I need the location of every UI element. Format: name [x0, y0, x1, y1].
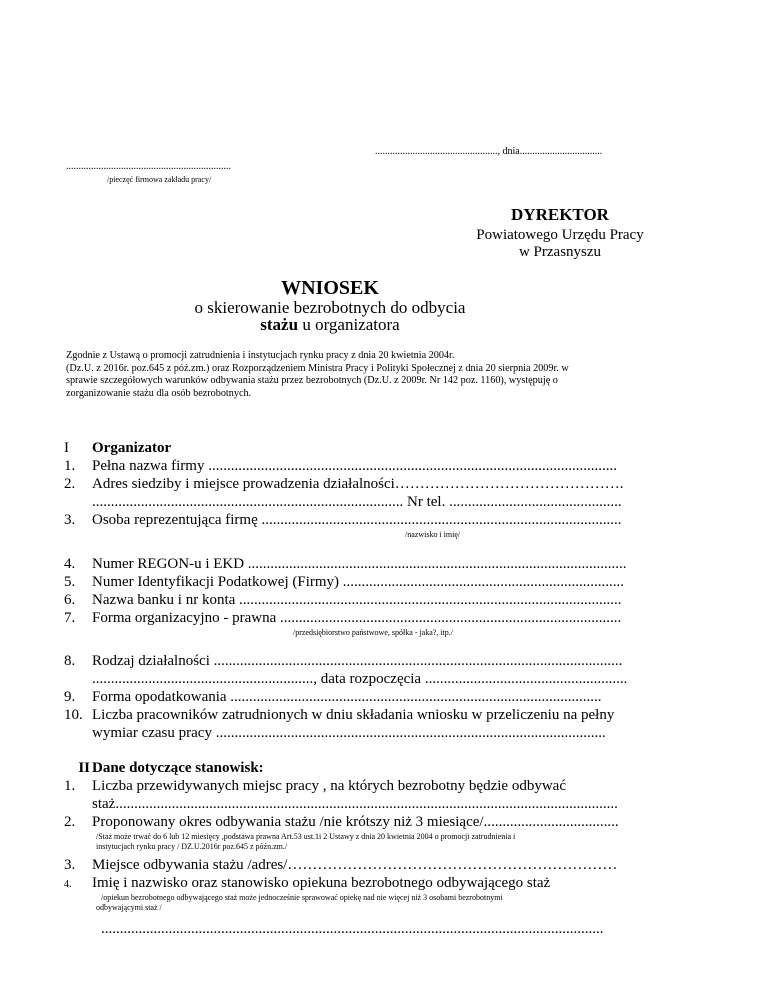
s2-item-1 — [64, 778, 566, 795]
s2-item-4 — [64, 875, 550, 892]
intro-line2: (Dz.U. z 2016r. poz.645 z póź.zm.) oraz Rozporządzeniem Ministra Pracy i Polityki Społecznej z dnia 20 sierpnia 2009r. w — [66, 362, 569, 374]
s1-item-9 — [64, 689, 602, 706]
s1-item-6 — [64, 592, 622, 609]
item-text: ..........................................................., data rozpoczęcia ...................................................... — [92, 671, 628, 687]
intro-line3: sprawie szczegółowych warunków odbywania stażu przez bezrobotnych (Dz.U. z 2009r. Nr 142 poz. 1160), występuję o — [66, 375, 558, 387]
item-number: 4. — [64, 556, 76, 572]
item-number: 1. — [64, 778, 76, 794]
item-text: Forma opodatkowania ................................................................................................... — [92, 689, 602, 705]
s2-item-4-caption-1: /opiekun bezrobotnego odbywającego staż może jednocześnie sprawować opiekę nad nie więcej niż 3 osobami bezrobotnymi — [101, 893, 503, 902]
item-text: Liczba przewidywanych miejsc pracy , na których bezrobotny będzie odbywać — [92, 778, 566, 794]
item-text: wymiar czasu pracy ........................................................................................................ — [92, 725, 606, 741]
s1-item-3 — [64, 512, 622, 529]
item-text: staż...................................................................................................................................... — [92, 796, 618, 812]
item-text: Proponowany okres odbywania stażu /nie krótszy niż 3 miesiące/.................................... — [92, 814, 619, 830]
form-subtitle-line1: o skierowanie bezrobotnych do odbycia — [194, 298, 466, 317]
item-text: Liczba pracowników zatrudnionych w dniu składania wniosku w przeliczeniu na pełny — [92, 707, 615, 723]
s1-item-2-cont — [64, 494, 622, 511]
s1-item-7 — [64, 610, 621, 627]
s1-item-3-caption: /nazwisko i imię/ — [405, 530, 461, 539]
item-number: 3. — [64, 857, 76, 873]
stamp-line: .................................................................. — [66, 161, 231, 172]
item-number: 1. — [64, 458, 76, 474]
item-number: 4. — [64, 879, 72, 890]
s2-item-2-caption-2: instytucjach rynku pracy / DZ.U.2016r poz.645 z późn.zm./ — [96, 842, 288, 851]
item-text: Numer Identyfikacji Podatkowej (Firmy) ........................................................................... — [92, 574, 625, 590]
s2-item-4-fill-line: ...................................................................................................................................... — [101, 921, 604, 937]
item-number: 9. — [64, 689, 76, 705]
s1-item-10-cont — [64, 725, 606, 742]
intro-paragraph — [66, 350, 688, 400]
section-2-heading — [64, 760, 264, 777]
item-number: 3. — [64, 512, 76, 528]
s2-item-1-cont — [64, 796, 618, 813]
item-text: Osoba reprezentująca firmę ................................................................................................ — [92, 512, 622, 528]
s1-item-5 — [64, 574, 624, 591]
item-number: 7. — [64, 610, 76, 626]
form-subtitle-rest: u organizatora — [298, 315, 400, 334]
item-text: Nazwa banku i nr konta ...................................................................................................... — [92, 592, 622, 608]
item-text: Miejsce odbywania stażu /adres/………………………………………………………… — [92, 857, 618, 873]
item-text: Pełna nazwa firmy ............................................................................................................. — [92, 458, 617, 474]
s1-item-7-caption: /przedsiębiorstwo państwowe, spółka - jaka?, itp./ — [293, 628, 453, 637]
s1-item-8-cont — [64, 671, 627, 688]
section-1-heading — [64, 440, 171, 457]
form-subtitle-bold: stażu — [260, 315, 299, 334]
s2-item-2 — [64, 814, 619, 831]
intro-line1: Zgodnie z Ustawą o promocji zatrudnienia i instytucjach rynku pracy z dnia 20 kwietnia 2004r. — [66, 350, 455, 361]
item-text: Imię i nazwisko oraz stanowisko opiekuna bezrobotnego odbywającego staż — [92, 875, 551, 891]
s2-item-3 — [64, 857, 617, 874]
item-text: Rodzaj działalności ............................................................................................................. — [92, 653, 623, 669]
intro-line4: zorganizowanie stażu dla osób bezrobotnych. — [66, 387, 252, 399]
section-2-title: Dane dotyczące stanowisk: — [92, 760, 264, 776]
section-1-roman: I — [64, 440, 69, 456]
addressee-line2: w Przasnyszu — [518, 244, 602, 260]
stamp-caption: /pieczęć firmowa zakładu pracy/ — [107, 175, 212, 184]
section-2-roman: II — [78, 760, 90, 776]
s2-item-4-caption-2: odbywającymi staż / — [96, 903, 162, 912]
section-1-title: Organizator — [92, 440, 172, 456]
addressee-title: DYREKTOR — [511, 205, 609, 224]
item-text: Forma organizacyjno - prawna ........................................................................................... — [92, 610, 622, 626]
s2-item-2-caption-1: /Staż może trwać do 6 lub 12 miesięcy ,podstawa prawna Art.53 ust.1i 2 Ustawy z dnia 20 kwietnia 2004 o promocji zatrudnienia i — [96, 832, 516, 841]
item-number: 10. — [64, 707, 83, 723]
place-date-line: ................................................., dnia................................. — [375, 146, 603, 157]
s1-item-10 — [64, 707, 614, 724]
s1-item-8 — [64, 653, 622, 670]
item-number: 5. — [64, 574, 76, 590]
item-number: 2. — [64, 476, 76, 492]
item-number: 2. — [64, 814, 76, 830]
form-subtitle-line2 — [130, 315, 530, 335]
form-title: WNIOSEK — [281, 277, 379, 299]
addressee-line1: Powiatowego Urzędu Pracy — [476, 227, 644, 243]
item-text: Numer REGON-u i EKD ..................................................................................................... — [92, 556, 627, 572]
s1-item-4 — [64, 556, 627, 573]
s1-item-1 — [64, 458, 617, 475]
item-text: Adres siedziby i miejsce prowadzenia działalności………………………………………. — [92, 476, 624, 492]
s1-item-2 — [64, 476, 624, 493]
item-text: ................................................................................... Nr tel. .............................................. — [92, 494, 622, 510]
item-number: 8. — [64, 653, 76, 669]
item-number: 6. — [64, 592, 76, 608]
